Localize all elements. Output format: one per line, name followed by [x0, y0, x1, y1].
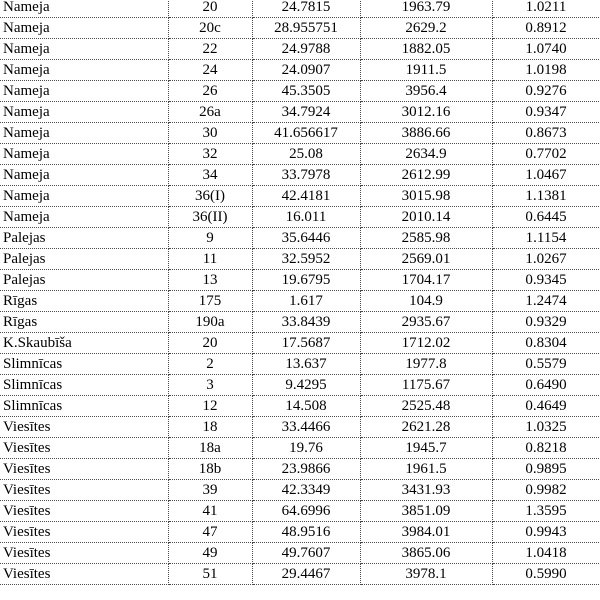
- street-cell[interactable]: Viesītes: [0, 459, 168, 480]
- street-cell[interactable]: Viesītes: [0, 564, 168, 585]
- value-b-cell[interactable]: 2634.9: [360, 144, 492, 165]
- house-number-cell[interactable]: 11: [168, 249, 252, 270]
- street-cell[interactable]: Slimnīcas: [0, 375, 168, 396]
- ratio-cell[interactable]: 0.8912: [492, 18, 600, 39]
- value-a-cell[interactable]: 41.656617: [252, 123, 360, 144]
- value-a-cell[interactable]: 14.508: [252, 396, 360, 417]
- house-number-cell[interactable]: 20c: [168, 18, 252, 39]
- ratio-cell[interactable]: 1.0198: [492, 60, 600, 81]
- street-cell[interactable]: Viesītes: [0, 522, 168, 543]
- value-a-cell[interactable]: 13.637: [252, 354, 360, 375]
- house-number-cell[interactable]: 190a: [168, 312, 252, 333]
- table-row: [0, 186, 600, 207]
- street-cell[interactable]: Palejas: [0, 228, 168, 249]
- value-a-cell[interactable]: 1.617: [252, 291, 360, 312]
- value-b-cell[interactable]: 2935.67: [360, 312, 492, 333]
- ratio-cell[interactable]: 0.6445: [492, 207, 600, 228]
- ratio-cell[interactable]: 0.5579: [492, 354, 600, 375]
- ratio-cell[interactable]: 0.9895: [492, 459, 600, 480]
- ratio-cell[interactable]: 1.0418: [492, 543, 600, 564]
- house-number-cell[interactable]: 12: [168, 396, 252, 417]
- value-b-cell[interactable]: 1961.5: [360, 459, 492, 480]
- table-row: [0, 18, 600, 39]
- value-a-cell[interactable]: 24.0907: [252, 60, 360, 81]
- value-a-cell[interactable]: 45.3505: [252, 81, 360, 102]
- value-a-cell[interactable]: 19.76: [252, 438, 360, 459]
- table-row: [0, 417, 600, 438]
- house-number-cell[interactable]: 20: [168, 0, 252, 18]
- table-row: [0, 543, 600, 564]
- house-number-cell[interactable]: 32: [168, 144, 252, 165]
- value-a-cell[interactable]: 33.7978: [252, 165, 360, 186]
- house-number-cell[interactable]: 175: [168, 291, 252, 312]
- ratio-cell[interactable]: 0.9276: [492, 81, 600, 102]
- street-cell[interactable]: Palejas: [0, 249, 168, 270]
- value-b-cell[interactable]: 2612.99: [360, 165, 492, 186]
- house-number-cell[interactable]: 34: [168, 165, 252, 186]
- street-cell[interactable]: Nameja: [0, 123, 168, 144]
- value-a-cell[interactable]: 9.4295: [252, 375, 360, 396]
- table-row: [0, 39, 600, 60]
- street-cell[interactable]: Viesītes: [0, 480, 168, 501]
- value-b-cell[interactable]: 3431.93: [360, 480, 492, 501]
- table-row: [0, 522, 600, 543]
- ratio-cell[interactable]: 0.6490: [492, 375, 600, 396]
- house-number-cell[interactable]: 20: [168, 333, 252, 354]
- table-row: [0, 312, 600, 333]
- ratio-cell[interactable]: 1.1154: [492, 228, 600, 249]
- street-cell[interactable]: Viesītes: [0, 417, 168, 438]
- house-number-cell[interactable]: 22: [168, 39, 252, 60]
- street-cell[interactable]: Slimnīcas: [0, 396, 168, 417]
- value-a-cell[interactable]: 33.4466: [252, 417, 360, 438]
- table-row: [0, 0, 600, 18]
- value-b-cell[interactable]: 1945.7: [360, 438, 492, 459]
- house-number-cell[interactable]: 49: [168, 543, 252, 564]
- table-row: [0, 438, 600, 459]
- value-a-cell[interactable]: 33.8439: [252, 312, 360, 333]
- value-b-cell[interactable]: 1175.67: [360, 375, 492, 396]
- value-b-cell[interactable]: 104.9: [360, 291, 492, 312]
- table-row: [0, 354, 600, 375]
- house-number-cell[interactable]: 3: [168, 375, 252, 396]
- value-b-cell[interactable]: 3956.4: [360, 81, 492, 102]
- table-row: [0, 60, 600, 81]
- table-row: [0, 270, 600, 291]
- value-a-cell[interactable]: 28.955751: [252, 18, 360, 39]
- table-row: [0, 228, 600, 249]
- value-a-cell[interactable]: 42.4181: [252, 186, 360, 207]
- house-number-cell[interactable]: 36(II): [168, 207, 252, 228]
- table-row: [0, 333, 600, 354]
- ratio-cell[interactable]: 0.7702: [492, 144, 600, 165]
- value-b-cell[interactable]: 1712.02: [360, 333, 492, 354]
- value-b-cell[interactable]: 1963.79: [360, 0, 492, 18]
- value-b-cell[interactable]: 3984.01: [360, 522, 492, 543]
- street-cell[interactable]: Rīgas: [0, 291, 168, 312]
- ratio-cell[interactable]: 1.0211: [492, 0, 600, 18]
- street-cell[interactable]: Rīgas: [0, 312, 168, 333]
- table-row: [0, 396, 600, 417]
- table-row: [0, 144, 600, 165]
- table-row: [0, 81, 600, 102]
- ratio-cell[interactable]: 0.9345: [492, 270, 600, 291]
- table-row: [0, 459, 600, 480]
- value-a-cell[interactable]: 17.5687: [252, 333, 360, 354]
- street-cell[interactable]: K.Skaubīša: [0, 333, 168, 354]
- table-row: [0, 564, 600, 585]
- street-cell[interactable]: Nameja: [0, 207, 168, 228]
- house-number-cell[interactable]: 36(I): [168, 186, 252, 207]
- ratio-cell[interactable]: 0.8218: [492, 438, 600, 459]
- street-cell[interactable]: Nameja: [0, 165, 168, 186]
- value-b-cell[interactable]: 2621.28: [360, 417, 492, 438]
- value-b-cell[interactable]: 2010.14: [360, 207, 492, 228]
- ratio-cell[interactable]: 0.8304: [492, 333, 600, 354]
- value-b-cell[interactable]: 2569.01: [360, 249, 492, 270]
- ratio-cell[interactable]: 0.9329: [492, 312, 600, 333]
- value-b-cell[interactable]: 1882.05: [360, 39, 492, 60]
- street-cell[interactable]: Nameja: [0, 81, 168, 102]
- street-cell[interactable]: Nameja: [0, 39, 168, 60]
- street-cell[interactable]: Nameja: [0, 186, 168, 207]
- value-a-cell[interactable]: 48.9516: [252, 522, 360, 543]
- value-a-cell[interactable]: 64.6996: [252, 501, 360, 522]
- ratio-cell[interactable]: 0.9347: [492, 102, 600, 123]
- table-row: [0, 501, 600, 522]
- table-row: [0, 102, 600, 123]
- value-b-cell[interactable]: 1977.8: [360, 354, 492, 375]
- value-a-cell[interactable]: 34.7924: [252, 102, 360, 123]
- ratio-cell[interactable]: 0.5990: [492, 564, 600, 585]
- ratio-cell[interactable]: 1.2474: [492, 291, 600, 312]
- street-cell[interactable]: Nameja: [0, 0, 168, 18]
- ratio-cell[interactable]: 0.9982: [492, 480, 600, 501]
- street-cell[interactable]: Slimnīcas: [0, 354, 168, 375]
- house-number-cell[interactable]: 24: [168, 60, 252, 81]
- table-row: [0, 123, 600, 144]
- ratio-cell[interactable]: 0.9943: [492, 522, 600, 543]
- street-cell[interactable]: Nameja: [0, 18, 168, 39]
- value-a-cell[interactable]: 35.6446: [252, 228, 360, 249]
- table-row: [0, 375, 600, 396]
- house-number-cell[interactable]: 9: [168, 228, 252, 249]
- value-a-cell[interactable]: 25.08: [252, 144, 360, 165]
- street-cell[interactable]: Nameja: [0, 102, 168, 123]
- table-row: [0, 291, 600, 312]
- ratio-cell[interactable]: 1.0325: [492, 417, 600, 438]
- value-b-cell[interactable]: 2585.98: [360, 228, 492, 249]
- street-cell[interactable]: Nameja: [0, 144, 168, 165]
- house-number-cell[interactable]: 18: [168, 417, 252, 438]
- value-b-cell[interactable]: 3851.09: [360, 501, 492, 522]
- table-row: [0, 480, 600, 501]
- value-b-cell[interactable]: 3012.16: [360, 102, 492, 123]
- value-a-cell[interactable]: 29.4467: [252, 564, 360, 585]
- street-cell[interactable]: Viesītes: [0, 501, 168, 522]
- street-cell[interactable]: Nameja: [0, 60, 168, 81]
- house-number-cell[interactable]: 26a: [168, 102, 252, 123]
- ratio-cell[interactable]: 1.0267: [492, 249, 600, 270]
- value-a-cell[interactable]: 32.5952: [252, 249, 360, 270]
- street-cell[interactable]: Palejas: [0, 270, 168, 291]
- value-b-cell[interactable]: 2629.2: [360, 18, 492, 39]
- value-a-cell[interactable]: 24.9788: [252, 39, 360, 60]
- ratio-cell[interactable]: 0.8673: [492, 123, 600, 144]
- ratio-cell[interactable]: 1.3595: [492, 501, 600, 522]
- table-row: [0, 249, 600, 270]
- house-number-cell[interactable]: 18a: [168, 438, 252, 459]
- street-cell[interactable]: Viesītes: [0, 438, 168, 459]
- house-number-cell[interactable]: 13: [168, 270, 252, 291]
- value-b-cell[interactable]: 3978.1: [360, 564, 492, 585]
- house-number-cell[interactable]: 41: [168, 501, 252, 522]
- table-row: [0, 207, 600, 228]
- house-number-cell[interactable]: 2: [168, 354, 252, 375]
- value-a-cell[interactable]: 23.9866: [252, 459, 360, 480]
- value-a-cell[interactable]: 24.7815: [252, 0, 360, 18]
- value-b-cell[interactable]: 3886.66: [360, 123, 492, 144]
- ratio-cell[interactable]: 1.0467: [492, 165, 600, 186]
- ratio-cell[interactable]: 1.0740: [492, 39, 600, 60]
- ratio-cell[interactable]: 0.4649: [492, 396, 600, 417]
- value-b-cell[interactable]: 3865.06: [360, 543, 492, 564]
- table-row: [0, 165, 600, 186]
- house-number-cell[interactable]: 18b: [168, 459, 252, 480]
- street-cell[interactable]: Viesītes: [0, 543, 168, 564]
- value-a-cell[interactable]: 19.6795: [252, 270, 360, 291]
- value-a-cell[interactable]: 49.7607: [252, 543, 360, 564]
- house-number-cell[interactable]: 26: [168, 81, 252, 102]
- value-b-cell[interactable]: 3015.98: [360, 186, 492, 207]
- house-number-cell[interactable]: 47: [168, 522, 252, 543]
- house-number-cell[interactable]: 51: [168, 564, 252, 585]
- ratio-cell[interactable]: 1.1381: [492, 186, 600, 207]
- value-b-cell[interactable]: 1911.5: [360, 60, 492, 81]
- value-a-cell[interactable]: 16.011: [252, 207, 360, 228]
- house-number-cell[interactable]: 30: [168, 123, 252, 144]
- house-number-cell[interactable]: 39: [168, 480, 252, 501]
- value-b-cell[interactable]: 2525.48: [360, 396, 492, 417]
- value-b-cell[interactable]: 1704.17: [360, 270, 492, 291]
- value-a-cell[interactable]: 42.3349: [252, 480, 360, 501]
